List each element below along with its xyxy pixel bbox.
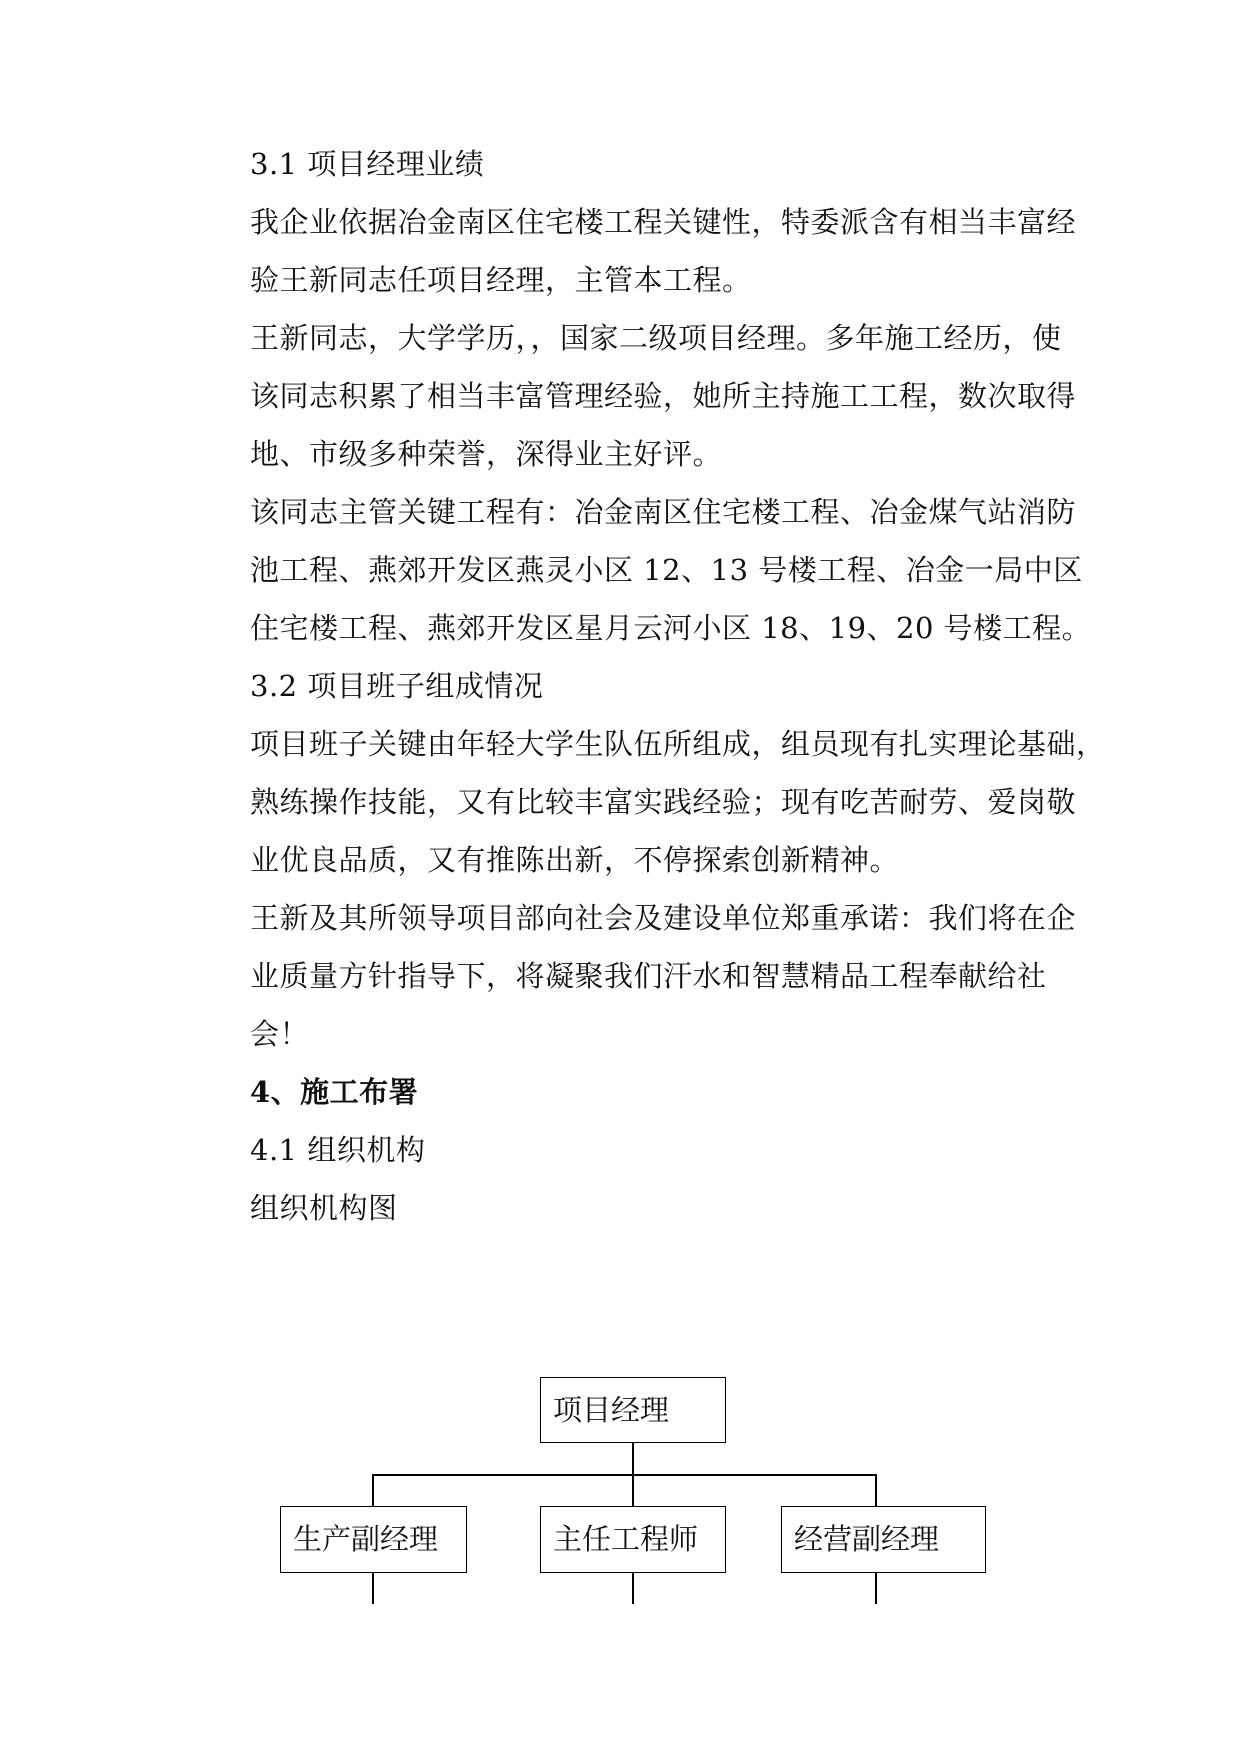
org-box-chief-engineer: 主任工程师 <box>540 1506 726 1573</box>
paragraph-line: 验王新同志任项目经理，主管本工程。 <box>250 263 752 297</box>
paragraph-line: 王新同志，大学学历，，国家二级项目经理。多年施工经历，使 <box>250 321 1062 355</box>
org-box-production-deputy: 生产副经理 <box>280 1506 467 1573</box>
connector-vertical <box>875 1474 877 1506</box>
connector-horizontal <box>372 1474 877 1476</box>
section-3-1-heading: 3.1 项目经理业绩 <box>250 147 485 181</box>
paragraph-line: 该同志积累了相当丰富管理经验，她所主持施工工程，数次取得 <box>250 379 1077 413</box>
org-box-project-manager: 项目经理 <box>540 1377 726 1443</box>
org-box-business-deputy: 经营副经理 <box>781 1506 986 1573</box>
section-4-1-heading: 4.1 组织机构 <box>250 1133 426 1167</box>
org-chart-caption: 组织机构图 <box>250 1191 398 1225</box>
paragraph-line: 池工程、燕郊开发区燕灵小区 12、13 号楼工程、冶金一局中区 <box>250 553 1083 587</box>
section-4-heading: 4、施工布署 <box>250 1075 419 1109</box>
paragraph-line: 熟练操作技能，又有比较丰富实践经验；现有吃苦耐劳、爱岗敬 <box>250 785 1077 819</box>
connector-vertical <box>632 1573 634 1604</box>
section-3-2-heading: 3.2 项目班子组成情况 <box>250 669 544 703</box>
paragraph-line: 我企业依据冶金南区住宅楼工程关键性，特委派含有相当丰富经 <box>250 205 1077 239</box>
paragraph-line: 王新及其所领导项目部向社会及建设单位郑重承诺：我们将在企 <box>250 901 1077 935</box>
connector-vertical <box>875 1573 877 1604</box>
paragraph-line: 业质量方针指导下，将凝聚我们汗水和智慧精品工程奉献给社 <box>250 959 1047 993</box>
paragraph-line: 地、市级多种荣誉，深得业主好评。 <box>250 437 723 471</box>
connector-vertical <box>372 1474 374 1506</box>
paragraph-line: 项目班子关键由年轻大学生队伍所组成，组员现有扎实理论基础， <box>250 727 1106 761</box>
paragraph-line: 住宅楼工程、燕郊开发区星月云河小区 18、19、20 号楼工程。 <box>250 611 1092 645</box>
paragraph-line: 该同志主管关键工程有：冶金南区住宅楼工程、冶金煤气站消防 <box>250 495 1077 529</box>
paragraph-line: 业优良品质，又有推陈出新，不停探索创新精神。 <box>250 843 900 877</box>
connector-vertical <box>372 1573 374 1604</box>
paragraph-line: 会！ <box>250 1017 310 1051</box>
